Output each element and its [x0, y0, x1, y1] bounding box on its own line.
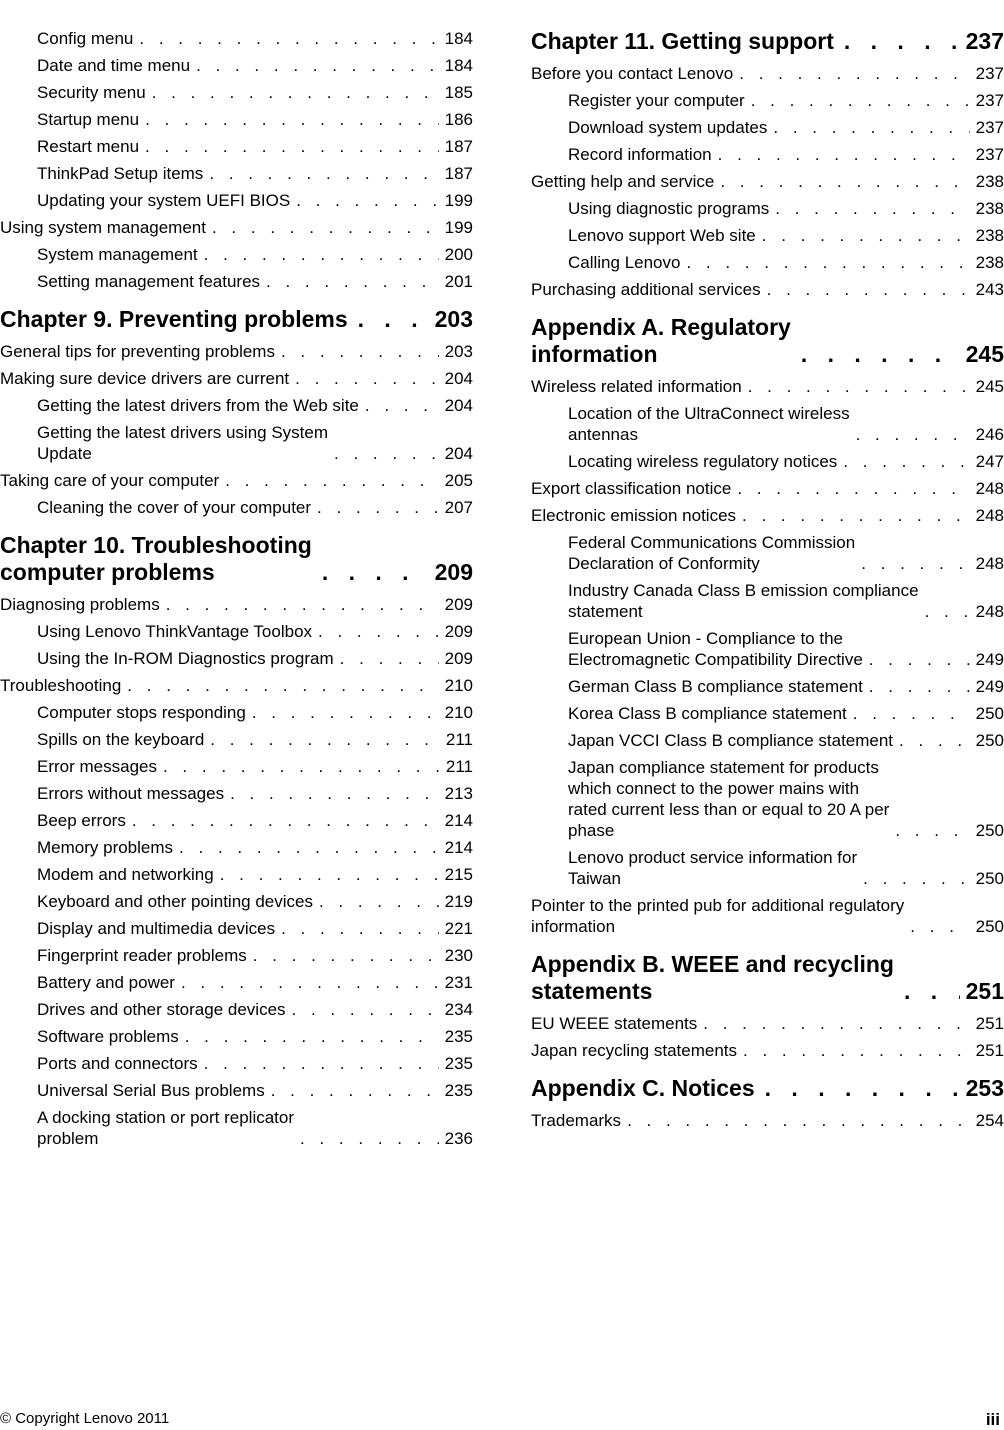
toc-page-number: 209: [444, 622, 473, 641]
toc-entry-title: Locating wireless regulatory notices: [568, 452, 838, 471]
toc-page-number: 203: [434, 306, 473, 332]
dot-leader: [761, 279, 970, 300]
toc-entry[interactable]: [0, 891, 473, 912]
toc-page-number: 237: [975, 64, 1004, 83]
toc-chapter-heading[interactable]: [531, 314, 1004, 368]
toc-entry[interactable]: [0, 999, 473, 1020]
dot-leader: [126, 810, 439, 831]
dot-leader: [198, 244, 439, 265]
dot-leader: [286, 999, 439, 1020]
toc-entry[interactable]: [0, 810, 473, 831]
toc-entry-title: Diagnosing problems: [0, 595, 160, 614]
toc-page-number: 251: [975, 1041, 1004, 1060]
toc-entry[interactable]: [0, 1080, 473, 1101]
toc-page-number: 247: [975, 452, 1004, 471]
toc-chapter-heading[interactable]: [531, 28, 1004, 55]
dot-leader: [265, 1080, 439, 1101]
toc-entry-title: Getting help and service: [531, 172, 715, 191]
toc-entry[interactable]: [531, 1110, 1004, 1131]
toc-entry[interactable]: [531, 703, 1004, 724]
toc-entry-title: German Class B compliance statement: [568, 677, 863, 696]
dot-leader: [224, 783, 439, 804]
toc-page-number: 248: [975, 479, 1004, 498]
toc-page-number: 254: [975, 1111, 1004, 1130]
toc-entry-title: System management: [37, 245, 198, 264]
toc-page-number: 204: [444, 444, 473, 463]
dot-leader: [289, 368, 439, 389]
dot-leader: [791, 341, 960, 368]
toc-entry-title: Japan VCCI Class B compliance statement: [568, 731, 894, 750]
dot-leader: [246, 702, 439, 723]
toc-entry[interactable]: [531, 376, 1004, 397]
toc-entry-title: Taking care of your computer: [0, 471, 220, 490]
toc-entry[interactable]: [531, 505, 1004, 526]
toc-page-number: 199: [444, 191, 473, 210]
toc-entry[interactable]: [0, 470, 473, 491]
toc-page-number: 245: [975, 377, 1004, 396]
toc-entry-title: Appendix A. Regulatory information: [531, 314, 791, 367]
dot-leader: [313, 891, 439, 912]
toc-entry-title: Config menu: [37, 29, 134, 48]
toc-page-number: 209: [444, 595, 473, 614]
toc-page-number: 209: [434, 559, 473, 585]
toc-entry[interactable]: [0, 675, 473, 696]
toc-entry-title: Wireless related information: [531, 377, 742, 396]
toc-entry-title: Calling Lenovo: [568, 253, 681, 272]
toc-entry-title: Trademarks: [531, 1111, 622, 1130]
dot-leader: [889, 820, 970, 841]
toc-entry-title: Fingerprint reader problems: [37, 946, 247, 965]
dot-leader: [745, 90, 970, 111]
toc-page-number: 204: [444, 369, 473, 388]
toc-entry-title: Korea Class B compliance statement: [568, 704, 847, 723]
toc-entry-title: Security menu: [37, 83, 146, 102]
toc-entry[interactable]: [531, 757, 1004, 841]
toc-entry-title: Chapter 10. Troubleshooting computer problems: [0, 532, 312, 585]
toc-page-number: 200: [444, 245, 473, 264]
dot-leader: [863, 649, 970, 670]
dot-leader: [742, 376, 970, 397]
toc-page-number: 210: [444, 703, 473, 722]
toc-page-number: 204: [444, 396, 473, 415]
toc-chapter-heading[interactable]: [0, 306, 473, 333]
toc-entry[interactable]: [531, 895, 1004, 937]
dot-leader: [203, 163, 439, 184]
toc-entry[interactable]: [0, 28, 473, 49]
toc-entry-title: ThinkPad Setup items: [37, 164, 204, 183]
toc-page-number: 250: [975, 869, 1004, 888]
dot-leader: [133, 28, 439, 49]
toc-page-number: 237: [975, 145, 1004, 164]
dot-leader: [198, 1053, 439, 1074]
dot-leader: [328, 443, 439, 464]
toc-entry[interactable]: [531, 730, 1004, 751]
dot-leader: [121, 675, 439, 696]
toc-entry[interactable]: [0, 864, 473, 885]
dot-leader: [837, 451, 970, 472]
toc-entry[interactable]: [531, 580, 1004, 622]
toc-entry-title: Getting the latest drivers from the Web site: [37, 396, 359, 415]
toc-entry[interactable]: [531, 279, 1004, 300]
dot-leader: [157, 756, 439, 777]
toc-entry-title: Electronic emission notices: [531, 506, 737, 525]
toc-entry[interactable]: [0, 783, 473, 804]
toc-entry-title: Pointer to the printed pub for additional regulatory information: [531, 896, 905, 936]
dot-leader: [146, 82, 439, 103]
toc-entry[interactable]: [531, 676, 1004, 697]
toc-entry[interactable]: [531, 403, 1004, 445]
dot-leader: [894, 978, 960, 1005]
toc-entry-title: Ports and connectors: [37, 1054, 198, 1073]
toc-page-number: 199: [444, 218, 473, 237]
dot-leader: [312, 559, 429, 586]
toc-entry[interactable]: [0, 702, 473, 723]
toc-entry-title: Lenovo support Web site: [568, 226, 756, 245]
dot-leader: [855, 553, 970, 574]
toc-entry[interactable]: [0, 756, 473, 777]
toc-entry-title: Industry Canada Class B emission compliance statement: [568, 581, 919, 621]
toc-entry[interactable]: [531, 847, 1004, 889]
toc-page-number: 250: [975, 731, 1004, 750]
toc-entry-title: Keyboard and other pointing devices: [37, 892, 313, 911]
dot-leader: [847, 703, 970, 724]
toc-entry-title: Chapter 9. Preventing problems: [0, 306, 348, 332]
toc-page-number: 248: [975, 554, 1004, 573]
toc-page-number: 235: [444, 1081, 473, 1100]
toc-entry[interactable]: [531, 144, 1004, 165]
dot-leader: [190, 55, 439, 76]
toc-page-number: 211: [445, 730, 473, 749]
toc-entry-title: Appendix C. Notices: [531, 1075, 755, 1101]
toc-entry[interactable]: [0, 109, 473, 130]
toc-entry[interactable]: [531, 478, 1004, 499]
toc-entry[interactable]: [531, 171, 1004, 192]
toc-entry-title: Japan compliance statement for products which connect to the power mains with rated current less than or equal to 20 A per phase: [568, 758, 890, 840]
toc-entry-title: Federal Communications Commission Declaration of Conformity: [568, 533, 856, 573]
toc-entry-title: Download system updates: [568, 118, 768, 137]
dot-leader: [311, 497, 439, 518]
toc-right-column: [531, 28, 1004, 1137]
toc-chapter-heading[interactable]: [531, 951, 1004, 1005]
dot-leader: [919, 601, 970, 622]
toc-page-number: 201: [444, 272, 473, 291]
toc-page-number: 205: [444, 471, 473, 490]
toc-entry[interactable]: [0, 945, 473, 966]
toc-page-number: 203: [444, 342, 473, 361]
toc-page-number: 238: [975, 253, 1004, 272]
dot-leader: [733, 63, 970, 84]
toc-page-number: 214: [444, 838, 473, 857]
toc-entry[interactable]: [0, 82, 473, 103]
dot-leader: [139, 136, 439, 157]
toc-page-number: 209: [444, 649, 473, 668]
toc-entry-title: Memory problems: [37, 838, 174, 857]
copyright-notice: © Copyright Lenovo 2011: [0, 1410, 170, 1427]
toc-entry-title: Date and time menu: [37, 56, 191, 75]
dot-leader: [275, 918, 439, 939]
toc-page-number: 249: [975, 650, 1004, 669]
toc-page-number: 207: [444, 498, 473, 517]
toc-entry[interactable]: [531, 198, 1004, 219]
toc-page-number: 238: [975, 226, 1004, 245]
toc-page-number: 185: [444, 83, 473, 102]
toc-page-number: 184: [444, 56, 473, 75]
toc-entry-title: Universal Serial Bus problems: [37, 1081, 265, 1100]
toc-page-number: 250: [975, 704, 1004, 723]
toc-page-number: 243: [975, 280, 1004, 299]
toc-entry[interactable]: [0, 271, 473, 292]
toc-entry[interactable]: [0, 972, 473, 993]
toc-left-column: [0, 28, 473, 1155]
toc-entry-title: Before you contact Lenovo: [531, 64, 734, 83]
dot-leader: [312, 621, 439, 642]
toc-page-number: 248: [975, 506, 1004, 525]
toc-entry[interactable]: [0, 341, 473, 362]
toc-page-number: 221: [444, 919, 473, 938]
toc-page-number: 249: [975, 677, 1004, 696]
toc-entry-title: Startup menu: [37, 110, 140, 129]
toc-entry[interactable]: [531, 117, 1004, 138]
toc-entry[interactable]: [531, 63, 1004, 84]
toc-entry-title: Appendix B. WEEE and recycling statements: [531, 951, 894, 1004]
toc-entry[interactable]: [0, 368, 473, 389]
page-number: iii: [985, 1410, 1000, 1429]
toc-entry-title: European Union - Compliance to the Electromagnetic Compatibility Directive: [568, 629, 863, 669]
toc-entry[interactable]: [0, 163, 473, 184]
toc-page-number: 236: [444, 1129, 473, 1148]
toc-page-number: 238: [975, 172, 1004, 191]
toc-entry-title: General tips for preventing problems: [0, 342, 275, 361]
toc-entry-title: Errors without messages: [37, 784, 225, 803]
toc-entry[interactable]: [0, 621, 473, 642]
dot-leader: [214, 864, 439, 885]
toc-page-number: 234: [444, 1000, 473, 1019]
toc-entry-title: Using system management: [0, 218, 206, 237]
toc-page-number: 235: [444, 1027, 473, 1046]
toc-entry-title: Battery and power: [37, 973, 175, 992]
toc-entry-title: Using Lenovo ThinkVantage Toolbox: [37, 622, 313, 641]
toc-entry[interactable]: [0, 136, 473, 157]
dot-leader: [863, 676, 970, 697]
dot-leader: [204, 729, 439, 750]
toc-page-number: 187: [444, 164, 473, 183]
toc-entry[interactable]: [0, 1053, 473, 1074]
toc-entry[interactable]: [0, 1026, 473, 1047]
toc-page-number: 210: [444, 676, 473, 695]
toc-entry[interactable]: [531, 252, 1004, 273]
toc-page-number: 211: [445, 757, 473, 776]
toc-entry[interactable]: [531, 451, 1004, 472]
toc-page-number: 250: [975, 821, 1004, 840]
dot-leader: [621, 1110, 970, 1131]
toc-entry[interactable]: [0, 918, 473, 939]
toc-page-number: 184: [444, 29, 473, 48]
dot-leader: [737, 1040, 970, 1061]
dot-leader: [219, 470, 439, 491]
toc-page-number: 213: [444, 784, 473, 803]
toc-entry-title: Lenovo product service information for Taiwan: [568, 848, 858, 888]
toc-page-number: 253: [965, 1075, 1004, 1101]
toc-entry[interactable]: [531, 1040, 1004, 1061]
toc-chapter-heading[interactable]: [0, 532, 473, 586]
toc-entry-title: Troubleshooting: [0, 676, 122, 695]
toc-entry-title: Error messages: [37, 757, 157, 776]
dot-leader: [834, 28, 960, 55]
toc-page-number: 237: [965, 28, 1004, 54]
dot-leader: [139, 109, 439, 130]
toc-page-number: 251: [975, 1014, 1004, 1033]
dot-leader: [260, 271, 439, 292]
toc-entry[interactable]: [0, 594, 473, 615]
toc-entry-title: Setting management features: [37, 272, 261, 291]
toc-entry-title: Modem and networking: [37, 865, 214, 884]
dot-leader: [160, 594, 439, 615]
toc-entry-title: Restart menu: [37, 137, 140, 156]
toc-entry-title: A docking station or port replicator problem: [37, 1108, 295, 1148]
toc-entry[interactable]: [0, 837, 473, 858]
toc-page-number: 231: [444, 973, 473, 992]
dot-leader: [247, 945, 439, 966]
toc-entry-title: Drives and other storage devices: [37, 1000, 286, 1019]
toc-entry[interactable]: [531, 532, 1004, 574]
toc-page-number: 186: [444, 110, 473, 129]
toc-page-number: 250: [975, 917, 1004, 936]
dot-leader: [294, 1128, 439, 1149]
dot-leader: [712, 144, 970, 165]
dot-leader: [334, 648, 439, 669]
toc-entry[interactable]: [531, 225, 1004, 246]
dot-leader: [348, 306, 429, 333]
toc-entry-title: Chapter 11. Getting support: [531, 28, 834, 54]
toc-page-number: 251: [965, 978, 1004, 1004]
toc-entry-title: Export classification notice: [531, 479, 732, 498]
toc-chapter-heading[interactable]: [531, 1075, 1004, 1102]
toc-entry[interactable]: [0, 244, 473, 265]
dot-leader: [359, 395, 439, 416]
dot-leader: [175, 972, 439, 993]
toc-page-number: 237: [975, 118, 1004, 137]
dot-leader: [736, 505, 970, 526]
toc-page-number: 245: [965, 341, 1004, 367]
dot-leader: [857, 868, 970, 889]
dot-leader: [275, 341, 439, 362]
toc-entry[interactable]: [531, 90, 1004, 111]
toc-entry[interactable]: [0, 729, 473, 750]
toc-entry-title: Purchasing additional services: [531, 280, 761, 299]
toc-entry[interactable]: [0, 497, 473, 518]
toc-page-number: 230: [444, 946, 473, 965]
toc-page-number: 235: [444, 1054, 473, 1073]
dot-leader: [893, 730, 970, 751]
toc-page-number: 246: [975, 425, 1004, 444]
toc-page-number: 187: [444, 137, 473, 156]
dot-leader: [697, 1013, 970, 1034]
dot-leader: [755, 1075, 960, 1102]
dot-leader: [680, 252, 970, 273]
toc-entry[interactable]: [0, 217, 473, 238]
dot-leader: [179, 1026, 439, 1047]
toc-entry-title: Using the In-ROM Diagnostics program: [37, 649, 334, 668]
toc-entry[interactable]: [0, 395, 473, 416]
toc-page-number: 237: [975, 91, 1004, 110]
dot-leader: [769, 198, 970, 219]
toc-page-number: 215: [444, 865, 473, 884]
toc-entry-title: Record information: [568, 145, 712, 164]
toc-entry[interactable]: [531, 628, 1004, 670]
dot-leader: [290, 190, 439, 211]
toc-page-number: 214: [444, 811, 473, 830]
toc-entry-title: Using diagnostic programs: [568, 199, 770, 218]
toc-entry-title: Software problems: [37, 1027, 179, 1046]
toc-entry[interactable]: [0, 422, 473, 464]
dot-leader: [731, 478, 970, 499]
toc-entry-title: Japan recycling statements: [531, 1041, 737, 1060]
toc-entry[interactable]: [0, 648, 473, 669]
toc-entry-title: Computer stops responding: [37, 703, 246, 722]
toc-entry[interactable]: [0, 190, 473, 211]
dot-leader: [714, 171, 970, 192]
toc-entry[interactable]: [0, 1107, 473, 1149]
toc-entry-title: Updating your system UEFI BIOS: [37, 191, 291, 210]
dot-leader: [850, 424, 970, 445]
toc-entry-title: Display and multimedia devices: [37, 919, 276, 938]
dot-leader: [904, 916, 970, 937]
dot-leader: [756, 225, 970, 246]
toc-entry[interactable]: [531, 1013, 1004, 1034]
dot-leader: [767, 117, 970, 138]
toc-entry[interactable]: [0, 55, 473, 76]
dot-leader: [206, 217, 439, 238]
dot-leader: [173, 837, 439, 858]
toc-entry-title: EU WEEE statements: [531, 1014, 698, 1033]
toc-entry-title: Beep errors: [37, 811, 126, 830]
toc-page-number: 219: [444, 892, 473, 911]
toc-page-number: 248: [975, 602, 1004, 621]
toc-entry-title: Spills on the keyboard: [37, 730, 205, 749]
toc-entry-title: Making sure device drivers are current: [0, 369, 290, 388]
toc-entry-title: Cleaning the cover of your computer: [37, 498, 312, 517]
toc-entry-title: Getting the latest drivers using System Update: [37, 423, 329, 463]
toc-entry-title: Register your computer: [568, 91, 745, 110]
toc-entry-title: Location of the UltraConnect wireless antennas: [568, 404, 850, 444]
toc-page-number: 238: [975, 199, 1004, 218]
